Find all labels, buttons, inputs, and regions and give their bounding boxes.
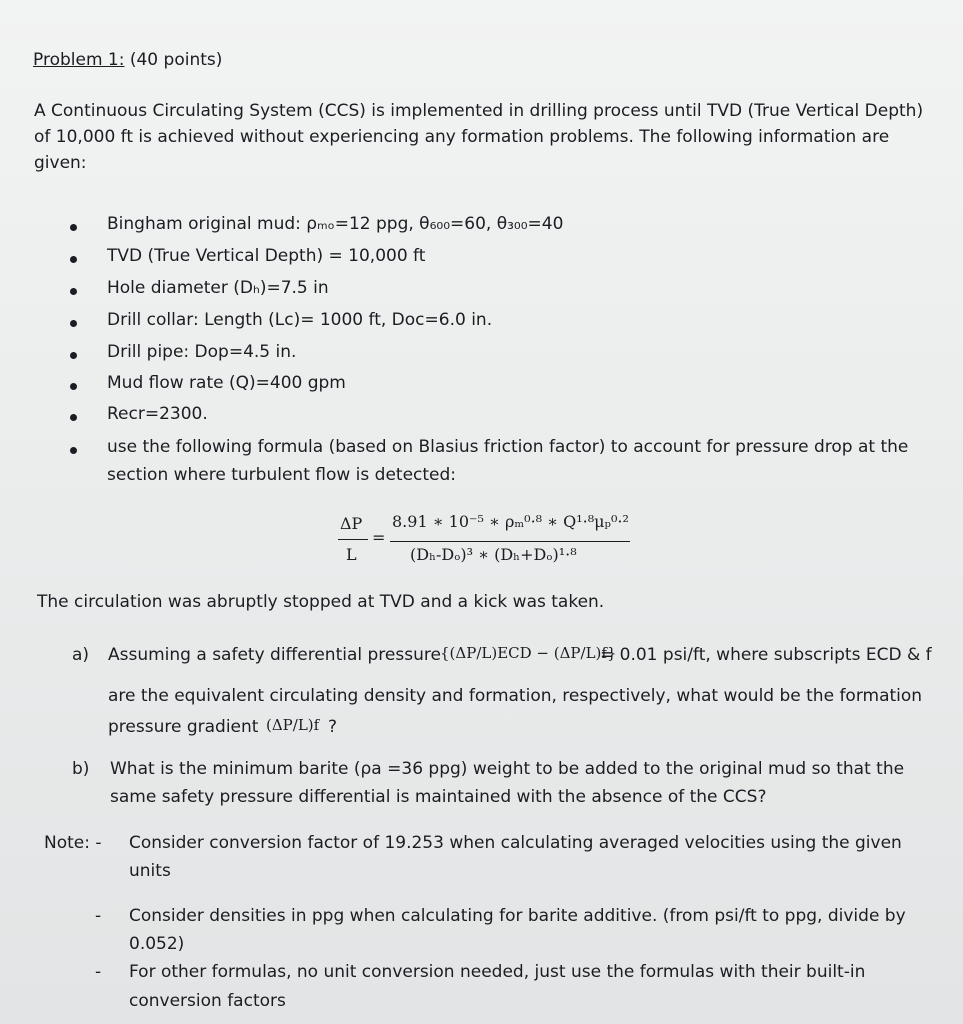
note-2-dash: - bbox=[95, 906, 102, 926]
formula-rhs-fraction-bar bbox=[390, 541, 630, 542]
bullet-dot bbox=[70, 414, 77, 421]
bullet-dot bbox=[70, 383, 77, 390]
part-a-line3-start: pressure gradient bbox=[108, 717, 259, 737]
bullet-flow-rate: Mud flow rate (Q)=400 gpm bbox=[107, 373, 346, 393]
kick-sentence: The circulation was abruptly stopped at TVD and a kick was taken. bbox=[37, 592, 605, 612]
part-a-line1-end: = 0.01 psi/ft, where subscripts ECD & f bbox=[600, 645, 932, 665]
formula-rhs-numerator: 8.91 ∗ 10⁻⁵ ∗ ρₘ⁰·⁸ ∗ Q¹·⁸μₚ⁰·² bbox=[392, 512, 629, 531]
part-a-question-mark: ? bbox=[328, 717, 338, 737]
note-2-line2: 0.052) bbox=[129, 934, 185, 954]
note-3-line2: conversion factors bbox=[129, 991, 286, 1011]
part-a-gradient-expression: (ΔP/L)f bbox=[266, 716, 320, 734]
bullet-dot bbox=[70, 288, 77, 295]
bullet-dot bbox=[70, 256, 77, 263]
note-2-line1: Consider densities in ppg when calculating for barite additive. (from psi/ft to ppg, divide by bbox=[129, 906, 906, 926]
bullet-formula-intro: use the following formula (based on Blasius friction factor) to account for pressure drop at the bbox=[107, 437, 909, 457]
problem-points: (40 points) bbox=[129, 50, 223, 70]
note-1-line1: Consider conversion factor of 19.253 when calculating averaged velocities using the given bbox=[129, 833, 902, 853]
bullet-dot bbox=[70, 447, 77, 454]
intro-line-2: of 10,000 ft is achieved without experiencing any formation problems. The following information are bbox=[34, 127, 890, 147]
bullet-dot bbox=[70, 320, 77, 327]
intro-line-1: A Continuous Circulating System (CCS) is implemented in drilling process until TVD (True Vertical Depth) bbox=[34, 101, 924, 121]
bullet-hole-diameter: Hole diameter (Dₕ)=7.5 in bbox=[107, 278, 329, 298]
bullet-drill-pipe: Drill pipe: Dop=4.5 in. bbox=[107, 342, 297, 362]
note-label: Note: - bbox=[44, 833, 102, 853]
bullet-dot bbox=[70, 224, 77, 231]
part-a-expression: {(ΔP/L)ECD − (ΔP/L)f} bbox=[440, 644, 617, 662]
part-b-line2: same safety pressure differential is maintained with the absence of the CCS? bbox=[110, 787, 767, 807]
bullet-mud: Bingham original mud: ρₘₒ=12 ppg, θ₆₀₀=60, θ₃₀₀=40 bbox=[107, 214, 564, 234]
part-a-line1-start: Assuming a safety differential pressure bbox=[108, 645, 441, 665]
bullet-drill-collar: Drill collar: Length (Lc)= 1000 ft, Doc=6.0 in. bbox=[107, 310, 493, 330]
formula-equals: = bbox=[372, 528, 386, 547]
part-a-line2: are the equivalent circulating density and formation, respectively, what would be the formation bbox=[108, 686, 923, 706]
formula-lhs-denominator: L bbox=[346, 545, 357, 564]
intro-paragraph bbox=[34, 98, 924, 176]
bullet-dot bbox=[70, 352, 77, 359]
bullet-formula-intro-line2: section where turbulent flow is detected: bbox=[107, 465, 457, 485]
formula-lhs-fraction-bar bbox=[338, 539, 368, 540]
problem-title-label: Problem 1: bbox=[33, 50, 125, 70]
part-b-line1: What is the minimum barite (ρa =36 ppg) weight to be added to the original mud so that the bbox=[110, 759, 905, 779]
formula-lhs-numerator: ΔP bbox=[340, 514, 363, 533]
note-3-line1: For other formulas, no unit conversion needed, just use the formulas with their built-in bbox=[129, 962, 866, 982]
part-a-label: a) bbox=[72, 645, 90, 665]
intro-line-3: given: bbox=[34, 153, 87, 173]
formula-rhs-denominator: (Dₕ-Dₒ)³ ∗ (Dₕ+Dₒ)¹·⁸ bbox=[410, 545, 577, 564]
bullet-tvd: TVD (True Vertical Depth) = 10,000 ft bbox=[107, 246, 426, 266]
part-b-label: b) bbox=[72, 759, 90, 779]
bullet-reynolds: Recr=2300. bbox=[107, 404, 208, 424]
note-3-dash: - bbox=[95, 962, 102, 982]
problem-title bbox=[33, 50, 222, 70]
note-1-line2: units bbox=[129, 861, 171, 881]
